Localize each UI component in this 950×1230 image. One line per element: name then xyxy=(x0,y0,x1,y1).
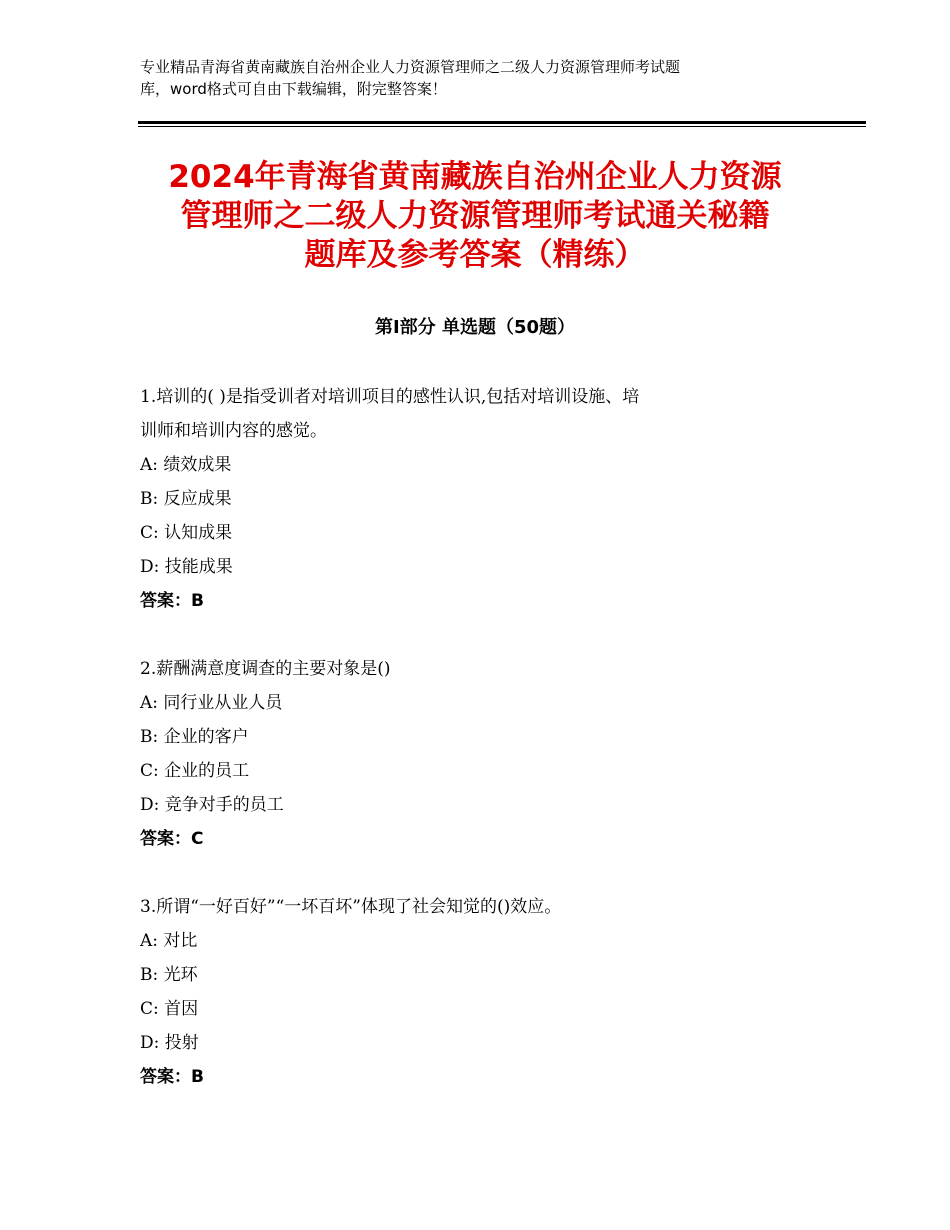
title-line-3: 题库及参考答案（精练） xyxy=(304,237,646,273)
question-list xyxy=(140,380,840,1094)
option-d: D: 技能成果 xyxy=(140,557,233,577)
header-divider-thin xyxy=(138,126,866,127)
answer-key: 答案：B xyxy=(140,1067,204,1087)
option-c: C: 企业的员工 xyxy=(140,761,250,781)
option-b: B: 企业的客户 xyxy=(140,727,249,747)
title-line-1: 2024年青海省黄南藏族自治州企业人力资源 xyxy=(168,159,782,195)
title-line-2: 管理师之二级人力资源管理师考试通关秘籍 xyxy=(180,198,770,234)
document-header-note xyxy=(140,56,830,100)
question-stem: 3.所谓“一好百好”“一坏百坏”体现了社会知觉的()效应。 xyxy=(140,897,562,917)
question-stem-continued: 训师和培训内容的感觉。 xyxy=(140,421,327,441)
option-a: A: 同行业从业人员 xyxy=(140,693,283,713)
option-b: B: 光环 xyxy=(140,965,198,985)
question-spacer xyxy=(140,618,840,652)
document-title xyxy=(60,158,890,275)
answer-key: 答案：C xyxy=(140,829,204,849)
question-item xyxy=(140,380,840,618)
option-a: A: 绩效成果 xyxy=(140,455,232,475)
question-spacer xyxy=(140,856,840,890)
option-d: D: 投射 xyxy=(140,1033,199,1053)
header-divider-thick xyxy=(138,121,866,124)
option-a: A: 对比 xyxy=(140,931,198,951)
section-heading: 第Ⅰ部分 单选题（50题） xyxy=(374,317,575,338)
answer-key: 答案：B xyxy=(140,591,204,611)
question-stem: 2.薪酬满意度调查的主要对象是() xyxy=(140,659,391,679)
option-c: C: 认知成果 xyxy=(140,523,233,543)
header-note-line-2: 库，word格式可自由下载编辑，附完整答案！ xyxy=(140,80,447,98)
option-b: B: 反应成果 xyxy=(140,489,232,509)
option-c: C: 首因 xyxy=(140,999,199,1019)
question-item xyxy=(140,890,840,1094)
question-item xyxy=(140,652,840,856)
option-d: D: 竞争对手的员工 xyxy=(140,795,284,815)
header-note-line-1: 专业精品青海省黄南藏族自治州企业人力资源管理师之二级人力资源管理师考试题 xyxy=(140,58,681,76)
question-stem: 1.培训的( )是指受训者对培训项目的感性认识,包括对培训设施、培 xyxy=(140,387,640,407)
